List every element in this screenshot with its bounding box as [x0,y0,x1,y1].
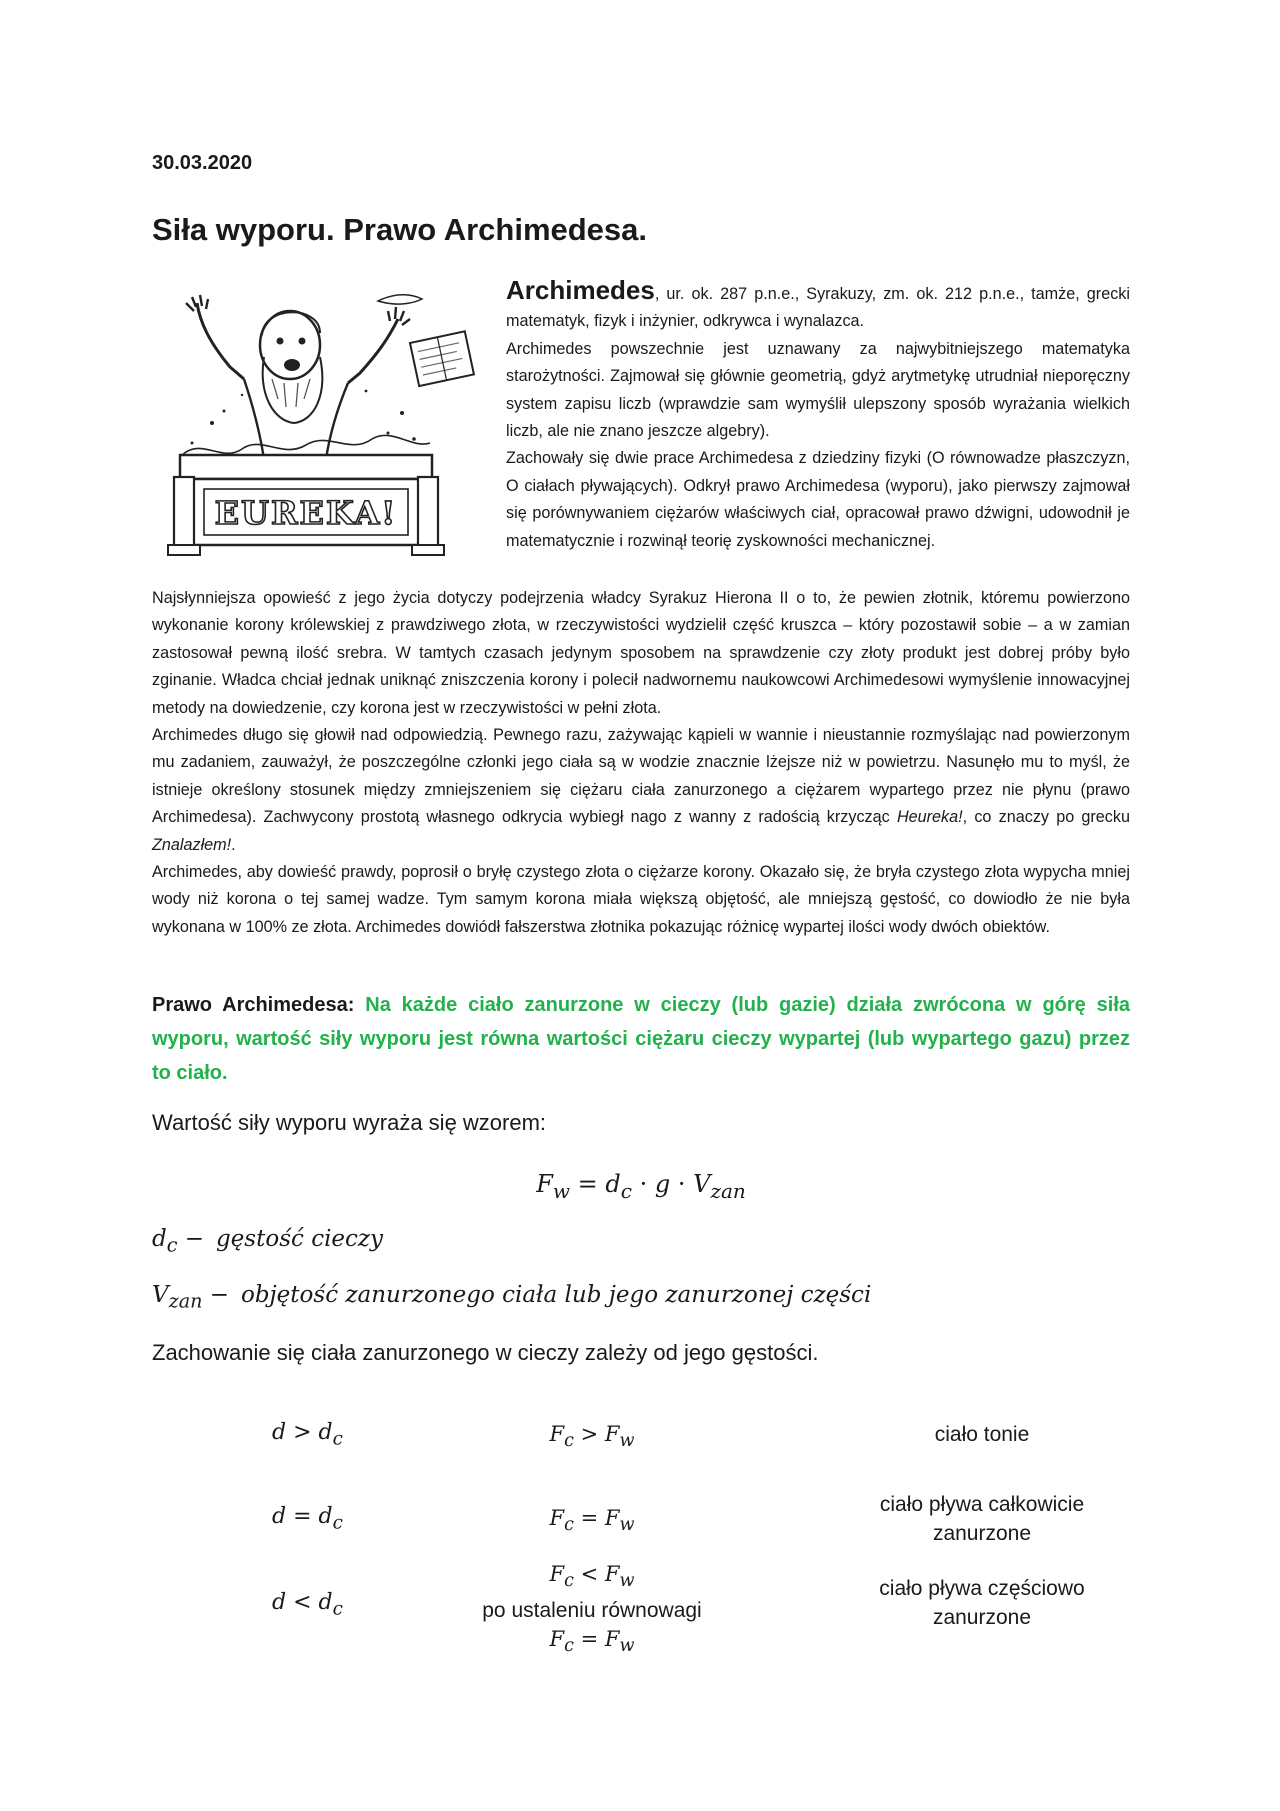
archimedes-law [152,988,1130,1090]
date: 30.03.2020 [152,152,253,174]
eureka-caption: EUREKA! [214,494,398,532]
story-paragraph-3: Archimedes, aby dowieść prawdy, poprosił o bryłę czystego złota o ciężarze korony. Okazało się, że bryła czystego złota wypycha mniej wody niż korona o tej samej wadze. Tym samym korona miała większą objętość, ale mniejszą gęstość, co dowiodło że nie była wykonana w 100% ze złota. Archimedes dowiódł fałszerstwa złotnika pokazując różnicę wypartej ilości wody dwóch obiektów. [152,863,1130,936]
force-condition-2: $F_c = F_w$ [549,1506,635,1536]
story-text [152,585,1130,941]
lead-word: Archimedes [506,275,655,305]
intro-paragraph-3: Zachowały się dwie prace Archimedesa z dziedziny fizyki (O równowadze płaszczyzn, O ciałach pływających). Odkrył prawo Archimedesa (wyporu), jako pierwszy zajmował się porównywaniem ciężarów właściwych ciał, opracował prawo dźwigni, udowodnił je matematycznie i rozwinął teorię zyskowności mechanicznej. [506,449,1130,550]
intro-text [506,275,1130,555]
density-condition-2: $d = d_c$ [272,1504,343,1534]
story-paragraph-2: Archimedes długo się głowił nad odpowiedzią. Pewnego razu, zażywając kąpieli w wannie i nieustannie rozmyślając nad powierzonym mu zadaniem, zauważył, że poszczególne członki jego ciała są w wodzie znacznie lżejsze niż w powietrzu. Nasunęło mu to myśl, że istnieje określony stosunek między zmniejszeniem się ciężaru ciała zanurzonego a ciężarem wypartego przez nie płynu (prawo Archimedesa). Zachwycony prostotą własnego odkrycia wybiegł nago z wanny z radością krzycząc Heureka!, co znaczy po grecku Znalazłem!. [152,726,1130,854]
intro-paragraph-1: Archimedes, ur. ok. 287 p.n.e., Syrakuzy, zm. ok. 212 p.n.e., tamże, grecki matematyk, fizyk i inżynier, odkrywca i wynalazca. [506,275,1130,331]
law-statement: Na każde ciało zanurzone w cieczy (lub gazie) działa zwrócona w górę siła wyporu, wartość siły wyporu jest równa wartości ciężaru cieczy wypartej (lub wypartego gazu) przez to ciało. [152,994,1131,1084]
definition-dc: $d_c$ − gęstość cieczy [152,1226,384,1257]
force-condition-3: $F_c < F_w$ po ustaleniu równowagi $F_c = F_w$ [442,1560,742,1661]
behavior-intro: Zachowanie się ciała zanurzonego w cieczy zależy od jego gęstości. [152,1340,819,1365]
result-1: ciało tonie [934,1423,1030,1446]
density-condition-3: $d < d_c$ [272,1590,343,1620]
result-3: ciało pływa częściowo zanurzone [879,1577,1085,1629]
archimedes-eureka-illustration [152,283,482,563]
znalazlem-text: Znalazłem! [152,835,232,854]
story-paragraph-1: Najsłynniejsza opowieść z jego życia dotyczy podejrzenia władcy Syrakuz Hierona II o to, że pewien złotnik, któremu powierzono wykonanie korony królewskiej z prawdziwego złota, w rzeczywistości wydzielił część kruszca – który pozostawił sobie – a w zamian zastosował pewną ilość srebra. W tamtych czasach jedynym sposobem na sprawdzenie czy złoty produkt jest dobrej próby było zginanie. Władca chciał jednak uniknąć zniszczenia korony i polecił nadwornemu naukowcowi Archimedesowi wymyślenie innowacyjnej metody na dowiedzenie, czy korona jest w rzeczywistości w pełni złota. [152,589,1130,717]
density-condition-1: $d > d_c$ [272,1420,343,1450]
definition-vzan: $V_{zan}$ − objętość zanurzonego ciała lub jego zanurzonej części [152,1282,872,1313]
formula-intro: Wartość siły wyporu wyraża się wzorem: [152,1110,547,1135]
equilibrium-note: po ustaleniu równowagi [482,1599,702,1623]
law-label: Prawo Archimedesa: [152,994,366,1016]
heureka-text: Heureka! [896,808,963,827]
force-condition-1: $F_c > F_w$ [549,1422,635,1452]
buoyancy-formula: $F_w = d_c \cdot g \cdot V_{zan}$ [536,1170,746,1203]
result-2: ciało pływa całkowicie zanurzone [879,1493,1085,1545]
intro-paragraph-2: Archimedes powszechnie jest uznawany za najwybitniejszego matematyka starożytności. Zajmował się głównie geometrią, gdyż arytmetykę utrudniał nieporęczny system zapisu liczb (wprawdzie sam wymyślił ulepszony sposób wyrażania wielkich liczb, ale nie znano jeszcze algebry). [506,339,1130,441]
page-title: Siła wyporu. Prawo Archimedesa. [152,212,648,247]
